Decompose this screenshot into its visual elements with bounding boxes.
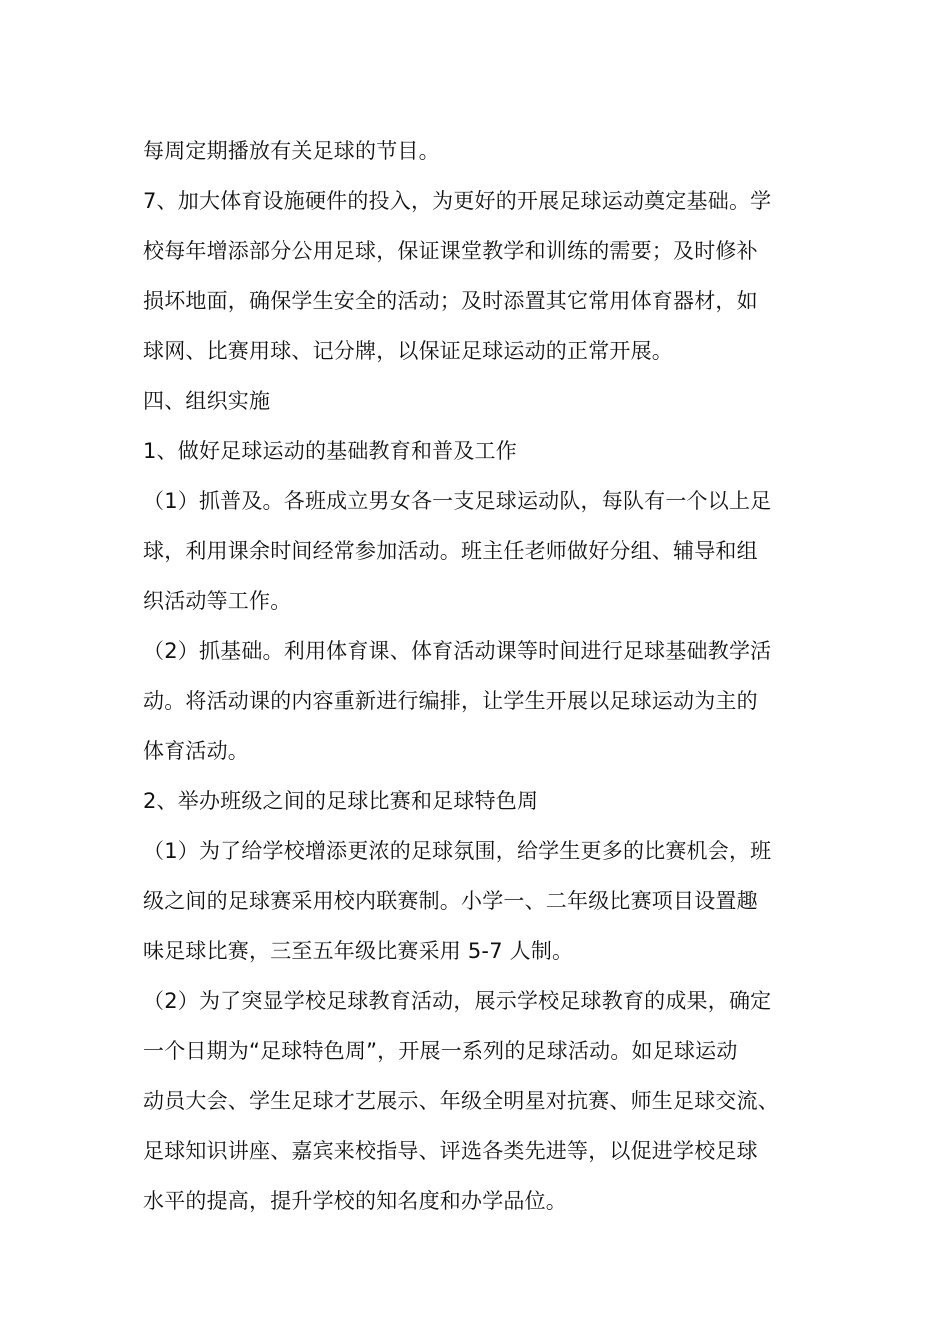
text-line: 味足球比赛，三至五年级比赛采用 5-7 人制。 bbox=[143, 939, 574, 963]
text-line: 动。将活动课的内容重新进行编排，让学生开展以足球运动为主的 bbox=[143, 689, 758, 713]
text-line: 球，利用课余时间经常参加活动。班主任老师做好分组、辅导和组 bbox=[143, 539, 758, 563]
text-line: 7、加大体育设施硬件的投入，为更好的开展足球运动奠定基础。学 bbox=[143, 189, 772, 213]
text-line: 校每年增添部分公用足球，保证课堂教学和训练的需要；及时修补 bbox=[143, 239, 758, 263]
text-line: （2）抓基础。利用体育课、体育活动课等时间进行足球基础教学活 bbox=[143, 639, 772, 663]
text-line: （1）抓普及。各班成立男女各一支足球运动队，每队有一个以上足 bbox=[143, 489, 772, 513]
text-line: 级之间的足球赛采用校内联赛制。小学一、二年级比赛项目设置趣 bbox=[143, 889, 758, 913]
subsection-heading: 1、做好足球运动的基础教育和普及工作 bbox=[143, 439, 517, 463]
text-line: 每周定期播放有关足球的节目。 bbox=[143, 139, 440, 163]
text-line: 体育活动。 bbox=[143, 739, 249, 763]
text-line: 水平的提高，提升学校的知名度和办学品位。 bbox=[143, 1189, 567, 1213]
text-line: （2）为了突显学校足球教育活动，展示学校足球教育的成果，确定 bbox=[143, 989, 772, 1013]
text-line: 足球知识讲座、嘉宾来校指导、评选各类先进等，以促进学校足球 bbox=[143, 1139, 758, 1163]
text-line: 一个日期为“足球特色周”，开展一系列的足球活动。如足球运动 bbox=[143, 1039, 738, 1063]
text-line: （1）为了给学校增添更浓的足球氛围，给学生更多的比赛机会，班 bbox=[143, 839, 772, 863]
text-line: 动员大会、学生足球才艺展示、年级全明星对抗赛、师生足球交流、 bbox=[143, 1089, 779, 1113]
text-line: 织活动等工作。 bbox=[143, 589, 292, 613]
section-heading: 四、组织实施 bbox=[143, 389, 271, 413]
subsection-heading: 2、举办班级之间的足球比赛和足球特色周 bbox=[143, 789, 539, 813]
text-line: 球网、比赛用球、记分牌，以保证足球运动的正常开展。 bbox=[143, 339, 673, 363]
text-line: 损坏地面，确保学生安全的活动；及时添置其它常用体育器材，如 bbox=[143, 289, 758, 313]
